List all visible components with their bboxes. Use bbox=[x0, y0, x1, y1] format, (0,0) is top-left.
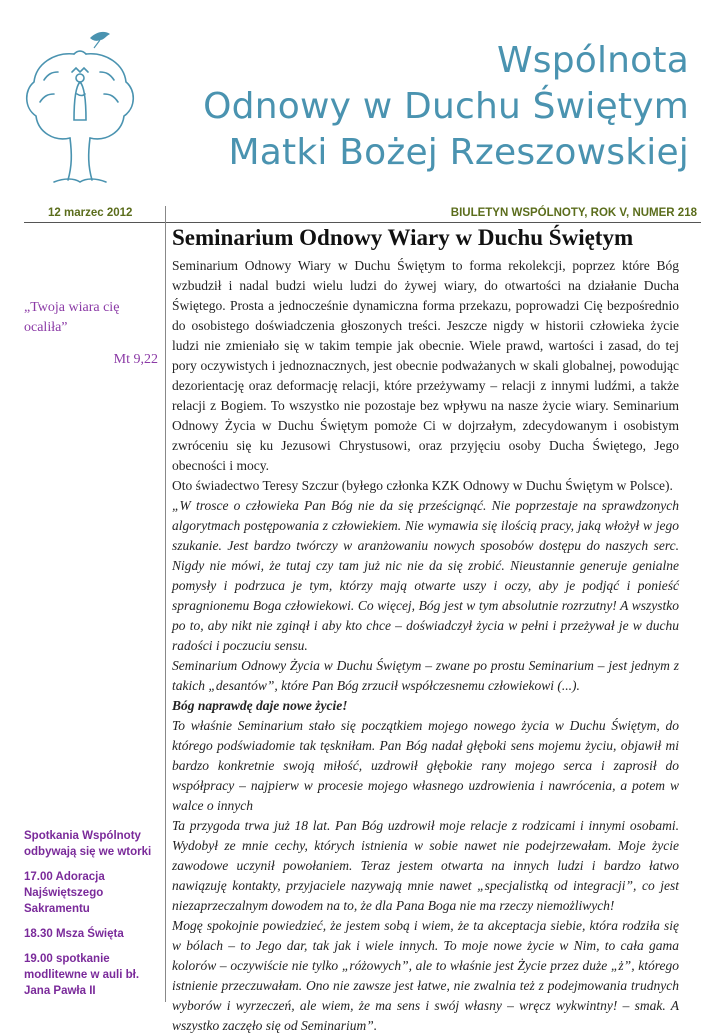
quote-reference: Mt 9,22 bbox=[113, 352, 158, 367]
community-title-line-3: Matki Bożej Rzeszowskiej bbox=[228, 132, 689, 173]
main-article bbox=[172, 224, 679, 1036]
community-title-line-1: Wspólnota bbox=[496, 40, 689, 81]
testimony-paragraph: Ta przygoda trwa już 18 lat. Pan Bóg uzdrowił moje relacje z rodzicami i innymi osobami. Wydobył ze mnie cechy, których istnienia w sobie nawet nie podejrzewałam. Moje życie zawodowe uczynił powołaniem. Teraz jestem otwarta na innych ludzi i bardzo łatwo nawiązuję kontakty, przyjaciele nazywają mnie nawet „specjalistką od integracji”, co jest niezaprzeczalnym dowodem na to, że dla Pana Boga nie ma rzeczy niemożliwych! bbox=[172, 818, 679, 913]
community-title-line-2: Odnowy w Duchu Świętym bbox=[203, 86, 689, 127]
mass-time: 18.30 Msza Święta bbox=[24, 928, 124, 940]
testimony-paragraph: Seminarium Odnowy Życia w Duchu Świętym – zwane po prostu Seminarium – jest jednym z takich „desantów”, które Pan Bóg zrzucił współczesnemu człowiekowi (...). bbox=[172, 658, 679, 693]
adoration-time: 17.00 Adoracja Najświętszego Sakramentu bbox=[24, 871, 105, 915]
testimony-subheading: Bóg naprawdę daje nowe życie! bbox=[172, 698, 348, 713]
issue-number: BIULETYN WSPÓLNOTY, ROK V, NUMER 218 bbox=[450, 207, 697, 219]
article-title: Seminarium Odnowy Wiary w Duchu Świętym bbox=[172, 225, 634, 250]
sidebar-schedule bbox=[24, 828, 160, 1008]
testimony-paragraph: „W trosce o człowieka Pan Bóg nie da się prześcignąć. Nie poprzestaje na sprawdzonych algorytmach postępowania z człowiekiem. Nie wymawia się ilością pracy, jaką włożył w jego szukanie. Jest bardzo twórczy w aranżowaniu nowych sposobów dostępu do naszych serc. Nigdy nie mówi, że tutaj czy tam już nic nie da się zrobić. Nieustannie generuje genialne pomysły i podrzuca je tym, którzy mają otwarte uszy i oczy, aby je podjąć i ponieść spragnionemu Boga człowiekowi. Co więcej, Bóg jest w tym absolutnie rozrzutny! A wszystko po to, aby nikt nie zginął i aby kto chce – doświadczył życia w pełni i przeżywał je w duchu radości i poczuciu sensu. bbox=[172, 498, 679, 653]
testimony-paragraph: To właśnie Seminarium stało się początkiem mojego nowego życia w Duchu Świętym, do którego podświadomie tak tęskniłam. Pan Bóg nadał głęboki sens mojemu życiu, objawił mi bardzo konkretnie swoją miłość, uzdrowił głębokie rany mojego serca i zaprosił do współpracy – najpierw w procesie mojego własnego uzdrowienia i nawrócenia, a potem w walce o innych bbox=[172, 718, 679, 813]
testimony-paragraph: Mogę spokojnie powiedzieć, że jestem sobą i wiem, że ta akceptacja siebie, która rodziła się w bólach – to Jego dar, tak jak i wiele innych. To moje nowe życie w Nim, to cała gama kolorów – oczywiście nie tylko „różowych”, ale to właśnie jest Życie przez duże „ż”, którego istnienie przeczuwałam. Ono nie zawsze jest łatwe, nie zwalnia też z podejmowania trudnych wyborów i wyrzeczeń, ale wiem, że ma sens i swój własny – wręcz wykwintny! – smak. A wszystko zaczęło się od Seminarium”. bbox=[172, 918, 679, 1033]
prayer-meeting-time: 19.00 spotkanie modlitewne w auli bł. Jana Pawła II bbox=[24, 953, 140, 997]
article-paragraph: Seminarium Odnowy Wiary w Duchu Świętym to forma rekolekcji, poprzez które Bóg wzbudził i nadal budzi wielu ludzi do żywej wiary, do otwartości na działanie Ducha Świętego. Prosta a jednocześnie dynamiczna forma przekazu, poprowadzi Cię bezpośrednio do osobistego doświadczenia głoszonych treści. Jeszcze nigdy w historii człowieka życie ludzi nie zmieniało się w takim tempie jak obecnie. Wiele prawd, wartości i zasad, do tej pory oczywistych i jednoznacznych, jest obecnie podważanych w skali globalnej, powodując dezorientację oraz deformację relacji, które przeżywamy – relacji z innymi ludźmi, a także relacji z Bogiem. To wszystko nie pozostaje bez wpływu na nasze życie wiary. Seminarium Odnowy Życia w Duchu Świętym pomoże Ci w dojrzałym, zdecydowanym i osobistym zwróceniu się ku Jezusowi Chrystusowi, oraz przyjęciu osoby Ducha Świętego, Jego obecności i mocy. bbox=[172, 258, 679, 473]
sidebar-quote bbox=[24, 298, 158, 370]
meetings-info: Spotkania Wspólnoty odbywają się we wtorki bbox=[24, 830, 152, 858]
article-paragraph: Oto świadectwo Teresy Szczur (byłego członka KZK Odnowy w Duchu Świętym w Polsce). bbox=[172, 478, 673, 493]
quote-text: „Twoja wiara cię ocaliła” bbox=[24, 300, 120, 335]
column-divider bbox=[165, 206, 166, 1002]
community-logo-tree bbox=[14, 24, 146, 186]
issue-date: 12 marzec 2012 bbox=[48, 207, 133, 219]
bulletin-info-bar bbox=[24, 206, 701, 223]
